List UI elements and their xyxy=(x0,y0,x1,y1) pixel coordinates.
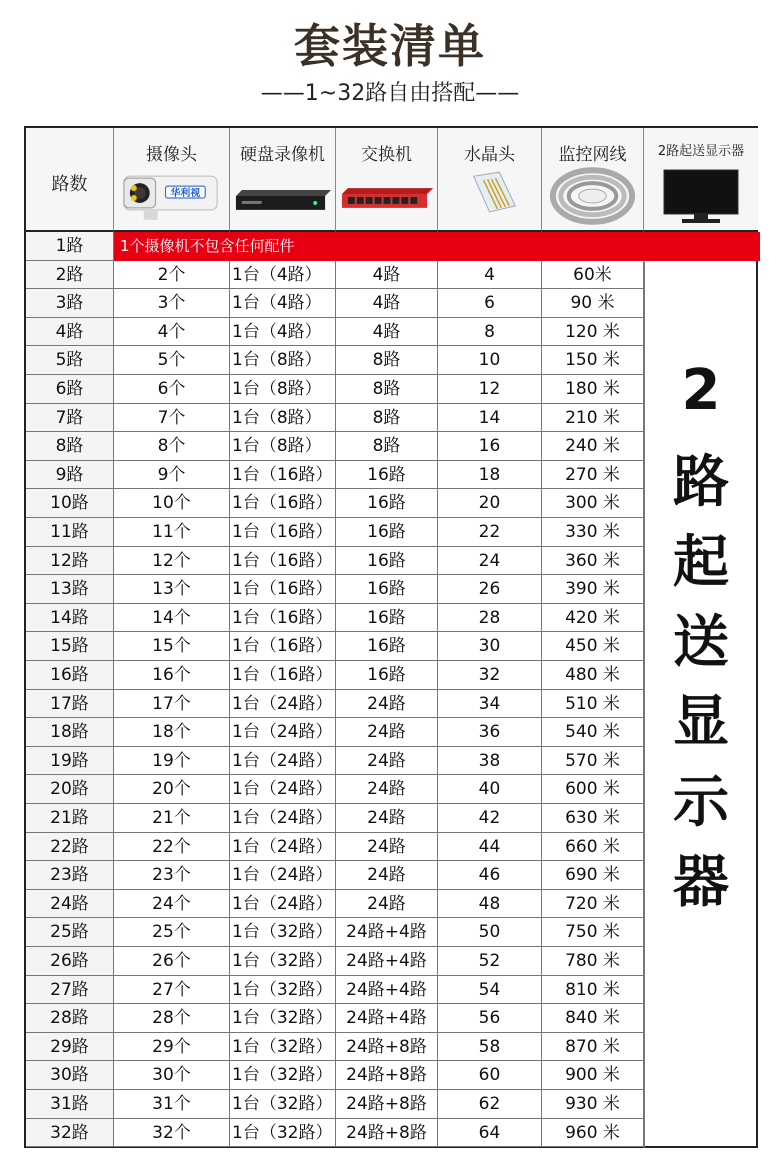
rj45-cell: 60 xyxy=(438,1061,542,1090)
route-cell: 1路 xyxy=(26,232,114,261)
cable-cell: 270 米 xyxy=(542,461,644,490)
nvr-cell: 1台（16路） xyxy=(230,461,336,490)
route-cell: 9路 xyxy=(26,461,114,490)
rj45-cell: 54 xyxy=(438,976,542,1005)
rj45-cell: 50 xyxy=(438,918,542,947)
switch-cell: 8路 xyxy=(336,346,438,375)
table-row xyxy=(26,1061,644,1090)
cable-cell: 300 米 xyxy=(542,489,644,518)
table-row xyxy=(26,404,644,433)
camera-count-cell: 12个 xyxy=(114,547,230,576)
cable-cell: 420 米 xyxy=(542,604,644,633)
rj45-cell: 26 xyxy=(438,575,542,604)
rj45-cell: 36 xyxy=(438,718,542,747)
cable-cell: 900 米 xyxy=(542,1061,644,1090)
rj45-cell: 20 xyxy=(438,489,542,518)
camera-count-cell: 27个 xyxy=(114,976,230,1005)
table-row xyxy=(26,346,644,375)
route-cell: 11路 xyxy=(26,518,114,547)
camera-count-cell: 15个 xyxy=(114,632,230,661)
camera-count-cell: 6个 xyxy=(114,375,230,404)
cable-cell: 60米 xyxy=(542,261,644,290)
rj45-cell: 6 xyxy=(438,289,542,318)
table-row xyxy=(26,833,644,862)
switch-image xyxy=(336,166,437,226)
cable-cell: 930 米 xyxy=(542,1090,644,1119)
route-cell: 14路 xyxy=(26,604,114,633)
switch-cell: 4路 xyxy=(336,289,438,318)
nvr-cell: 1台（8路） xyxy=(230,404,336,433)
nvr-cell: 1台（24路） xyxy=(230,804,336,833)
switch-cell: 4路 xyxy=(336,261,438,290)
camera-count-cell: 20个 xyxy=(114,775,230,804)
rj45-cell: 30 xyxy=(438,632,542,661)
camera-count-cell: 3个 xyxy=(114,289,230,318)
route-cell: 17路 xyxy=(26,690,114,719)
cable-cell: 450 米 xyxy=(542,632,644,661)
camera-count-cell: 17个 xyxy=(114,690,230,719)
cable-cell: 690 米 xyxy=(542,861,644,890)
cable-cell: 390 米 xyxy=(542,575,644,604)
switch-cell: 24路+4路 xyxy=(336,976,438,1005)
nvr-cell: 1台（4路） xyxy=(230,318,336,347)
route-cell: 15路 xyxy=(26,632,114,661)
switch-cell: 24路+8路 xyxy=(336,1090,438,1119)
rj45-cell: 18 xyxy=(438,461,542,490)
nvr-cell: 1台（32路） xyxy=(230,918,336,947)
page-title: 套装清单 xyxy=(294,19,486,73)
switch-cell: 24路 xyxy=(336,775,438,804)
header-nvr xyxy=(230,128,336,232)
route-cell: 22路 xyxy=(26,833,114,862)
switch-cell: 24路+4路 xyxy=(336,918,438,947)
rj45-cell: 32 xyxy=(438,661,542,690)
camera-count-cell: 14个 xyxy=(114,604,230,633)
rj45-cell: 46 xyxy=(438,861,542,890)
table-row xyxy=(26,547,644,576)
switch-cell: 24路 xyxy=(336,833,438,862)
nvr-cell: 1台（8路） xyxy=(230,375,336,404)
switch-cell: 16路 xyxy=(336,547,438,576)
route-cell: 18路 xyxy=(26,718,114,747)
nvr-cell: 1台（32路） xyxy=(230,947,336,976)
camera-count-cell: 16个 xyxy=(114,661,230,690)
header-camera xyxy=(114,128,230,232)
rj45-cell: 24 xyxy=(438,547,542,576)
table-row xyxy=(26,461,644,490)
cable-cell: 570 米 xyxy=(542,747,644,776)
cable-cell: 240 米 xyxy=(542,432,644,461)
table-row xyxy=(26,232,758,261)
cable-cell: 180 米 xyxy=(542,375,644,404)
table-row xyxy=(26,661,644,690)
header-nvr-label: 硬盘录像机 xyxy=(240,145,325,165)
nvr-cell: 1台（24路） xyxy=(230,833,336,862)
rj45-cell: 58 xyxy=(438,1033,542,1062)
route-cell: 7路 xyxy=(26,404,114,433)
rj45-cell: 38 xyxy=(438,747,542,776)
rj45-cell: 64 xyxy=(438,1119,542,1148)
switch-cell: 8路 xyxy=(336,404,438,433)
rj45-cell: 4 xyxy=(438,261,542,290)
switch-cell: 24路 xyxy=(336,861,438,890)
camera-count-cell: 4个 xyxy=(114,318,230,347)
cable-cell: 120 米 xyxy=(542,318,644,347)
cable-cell: 480 米 xyxy=(542,661,644,690)
table-row xyxy=(26,947,644,976)
camera-count-cell: 7个 xyxy=(114,404,230,433)
nvr-cell: 1台（24路） xyxy=(230,861,336,890)
route-cell: 26路 xyxy=(26,947,114,976)
switch-cell: 8路 xyxy=(336,432,438,461)
table-row xyxy=(26,1119,644,1148)
table-row xyxy=(26,718,644,747)
switch-cell: 24路+4路 xyxy=(336,1004,438,1033)
camera-brand-text: 华利视 xyxy=(170,188,201,199)
rj45-image xyxy=(438,166,541,226)
nvr-cell: 1台（4路） xyxy=(230,289,336,318)
rj45-cell: 16 xyxy=(438,432,542,461)
camera-count-cell: 29个 xyxy=(114,1033,230,1062)
route-cell: 27路 xyxy=(26,976,114,1005)
camera-count-cell: 25个 xyxy=(114,918,230,947)
route-cell: 28路 xyxy=(26,1004,114,1033)
table-row xyxy=(26,432,644,461)
route-cell: 19路 xyxy=(26,747,114,776)
nvr-cell: 1台（24路） xyxy=(230,775,336,804)
route-cell: 23路 xyxy=(26,861,114,890)
table-row xyxy=(26,1090,644,1119)
table-row xyxy=(26,632,644,661)
cable-cell: 330 米 xyxy=(542,518,644,547)
header-monitor xyxy=(644,128,758,232)
route-cell: 4路 xyxy=(26,318,114,347)
table-row xyxy=(26,747,644,776)
table-row xyxy=(26,518,644,547)
cable-cell: 780 米 xyxy=(542,947,644,976)
rj45-cell: 12 xyxy=(438,375,542,404)
switch-cell: 24路 xyxy=(336,804,438,833)
header-routes xyxy=(26,128,114,232)
switch-cell: 24路+4路 xyxy=(336,947,438,976)
first-row-note: 1个摄像机不包含任何配件 xyxy=(114,232,760,261)
camera-count-cell: 19个 xyxy=(114,747,230,776)
table-row xyxy=(26,489,644,518)
cable-cell: 360 米 xyxy=(542,547,644,576)
header-cable-label: 监控网线 xyxy=(558,145,627,165)
camera-count-cell: 30个 xyxy=(114,1061,230,1090)
table-row xyxy=(26,861,644,890)
camera-count-cell: 18个 xyxy=(114,718,230,747)
table-row xyxy=(26,976,644,1005)
table-row xyxy=(26,804,644,833)
nvr-cell: 1台（8路） xyxy=(230,432,336,461)
route-cell: 13路 xyxy=(26,575,114,604)
camera-count-cell: 11个 xyxy=(114,518,230,547)
cable-cell: 150 米 xyxy=(542,346,644,375)
cable-cell: 630 米 xyxy=(542,804,644,833)
switch-cell: 8路 xyxy=(336,375,438,404)
nvr-cell: 1台（16路） xyxy=(230,547,336,576)
route-cell: 29路 xyxy=(26,1033,114,1062)
route-cell: 16路 xyxy=(26,661,114,690)
header-switch-label: 交换机 xyxy=(361,145,412,165)
route-cell: 10路 xyxy=(26,489,114,518)
nvr-cell: 1台（16路） xyxy=(230,632,336,661)
page-subtitle: ——1~32路自由搭配—— xyxy=(260,81,520,106)
monitor-note-char: 器 xyxy=(673,850,729,915)
nvr-cell: 1台（24路） xyxy=(230,718,336,747)
route-cell: 12路 xyxy=(26,547,114,576)
rj45-cell: 40 xyxy=(438,775,542,804)
cable-cell: 720 米 xyxy=(542,890,644,919)
header-routes-label: 路数 xyxy=(51,174,88,195)
cable-cell: 90 米 xyxy=(542,289,644,318)
cable-cell: 750 米 xyxy=(542,918,644,947)
nvr-cell: 1台（16路） xyxy=(230,489,336,518)
camera-count-cell: 8个 xyxy=(114,432,230,461)
header-switch xyxy=(336,128,438,232)
camera-count-cell: 21个 xyxy=(114,804,230,833)
nvr-cell: 1台（16路） xyxy=(230,604,336,633)
camera-count-cell: 22个 xyxy=(114,833,230,862)
route-cell: 30路 xyxy=(26,1061,114,1090)
cable-cell: 210 米 xyxy=(542,404,644,433)
cable-cell: 510 米 xyxy=(542,690,644,719)
table-row xyxy=(26,775,644,804)
table-row xyxy=(26,690,644,719)
nvr-cell: 1台（32路） xyxy=(230,1119,336,1148)
header-rj45 xyxy=(438,128,542,232)
monitor-note-char: 路 xyxy=(673,450,729,515)
cable-cell: 960 米 xyxy=(542,1119,644,1148)
monitor-image xyxy=(644,166,758,226)
table-row xyxy=(26,604,644,633)
camera-count-cell: 13个 xyxy=(114,575,230,604)
cable-cell: 540 米 xyxy=(542,718,644,747)
switch-cell: 24路 xyxy=(336,747,438,776)
monitor-note-char: 起 xyxy=(673,530,729,595)
rj45-cell: 22 xyxy=(438,518,542,547)
monitor-note-char: 送 xyxy=(673,610,729,675)
rj45-cell: 48 xyxy=(438,890,542,919)
rj45-cell: 14 xyxy=(438,404,542,433)
nvr-cell: 1台（16路） xyxy=(230,575,336,604)
nvr-cell: 1台（16路） xyxy=(230,518,336,547)
route-cell: 25路 xyxy=(26,918,114,947)
cable-cell: 810 米 xyxy=(542,976,644,1005)
rj45-cell: 34 xyxy=(438,690,542,719)
cable-cell: 870 米 xyxy=(542,1033,644,1062)
camera-count-cell: 23个 xyxy=(114,861,230,890)
switch-cell: 16路 xyxy=(336,518,438,547)
switch-cell: 24路 xyxy=(336,890,438,919)
route-cell: 20路 xyxy=(26,775,114,804)
nvr-cell: 1台（16路） xyxy=(230,661,336,690)
nvr-cell: 1台（32路） xyxy=(230,1033,336,1062)
nvr-cell: 1台（32路） xyxy=(230,1004,336,1033)
route-cell: 24路 xyxy=(26,890,114,919)
nvr-cell: 1台（8路） xyxy=(230,346,336,375)
rj45-cell: 52 xyxy=(438,947,542,976)
rj45-cell: 8 xyxy=(438,318,542,347)
cable-image xyxy=(542,166,643,226)
route-cell: 21路 xyxy=(26,804,114,833)
table-row xyxy=(26,890,644,919)
rj45-cell: 42 xyxy=(438,804,542,833)
route-cell: 31路 xyxy=(26,1090,114,1119)
monitor-note xyxy=(644,262,758,1148)
switch-cell: 16路 xyxy=(336,461,438,490)
table-row xyxy=(26,289,644,318)
rj45-cell: 10 xyxy=(438,346,542,375)
camera-count-cell: 28个 xyxy=(114,1004,230,1033)
route-cell: 6路 xyxy=(26,375,114,404)
rj45-cell: 62 xyxy=(438,1090,542,1119)
cable-cell: 840 米 xyxy=(542,1004,644,1033)
rj45-cell: 56 xyxy=(438,1004,542,1033)
camera-count-cell: 2个 xyxy=(114,261,230,290)
table-row xyxy=(26,318,644,347)
route-cell: 3路 xyxy=(26,289,114,318)
table-row xyxy=(26,261,644,290)
switch-cell: 16路 xyxy=(336,604,438,633)
table-row xyxy=(26,918,644,947)
nvr-cell: 1台（32路） xyxy=(230,1061,336,1090)
cable-cell: 600 米 xyxy=(542,775,644,804)
rj45-cell: 44 xyxy=(438,833,542,862)
table-row xyxy=(26,1033,644,1062)
package-table xyxy=(24,126,758,1148)
nvr-image xyxy=(230,166,335,226)
header-monitor-label: 2路起送显示器 xyxy=(657,144,745,159)
camera-count-cell: 31个 xyxy=(114,1090,230,1119)
switch-cell: 16路 xyxy=(336,489,438,518)
camera-count-cell: 9个 xyxy=(114,461,230,490)
nvr-cell: 1台（24路） xyxy=(230,890,336,919)
table-row xyxy=(26,575,644,604)
nvr-cell: 1台（24路） xyxy=(230,690,336,719)
route-cell: 8路 xyxy=(26,432,114,461)
switch-cell: 16路 xyxy=(336,661,438,690)
rj45-cell: 28 xyxy=(438,604,542,633)
camera-image xyxy=(114,166,229,226)
switch-cell: 24路+8路 xyxy=(336,1061,438,1090)
route-cell: 2路 xyxy=(26,261,114,290)
camera-count-cell: 10个 xyxy=(114,489,230,518)
nvr-cell: 1台（32路） xyxy=(230,1090,336,1119)
cable-cell: 660 米 xyxy=(542,833,644,862)
monitor-note-char: 显 xyxy=(673,690,729,755)
nvr-cell: 1台（24路） xyxy=(230,747,336,776)
header-rj45-label: 水晶头 xyxy=(464,145,515,165)
header-cable xyxy=(542,128,644,232)
monitor-note-char: 2 xyxy=(681,358,721,423)
switch-cell: 4路 xyxy=(336,318,438,347)
switch-cell: 24路 xyxy=(336,718,438,747)
nvr-cell: 1台（4路） xyxy=(230,261,336,290)
monitor-note-char: 示 xyxy=(673,770,729,835)
switch-cell: 16路 xyxy=(336,632,438,661)
switch-cell: 24路+8路 xyxy=(336,1119,438,1148)
table-row xyxy=(26,1004,644,1033)
route-cell: 32路 xyxy=(26,1119,114,1148)
route-cell: 5路 xyxy=(26,346,114,375)
switch-cell: 16路 xyxy=(336,575,438,604)
camera-count-cell: 5个 xyxy=(114,346,230,375)
camera-count-cell: 24个 xyxy=(114,890,230,919)
switch-cell: 24路 xyxy=(336,690,438,719)
switch-cell: 24路+8路 xyxy=(336,1033,438,1062)
header-camera-label: 摄像头 xyxy=(146,145,197,165)
nvr-cell: 1台（32路） xyxy=(230,976,336,1005)
camera-count-cell: 26个 xyxy=(114,947,230,976)
table-row xyxy=(26,375,644,404)
camera-count-cell: 32个 xyxy=(114,1119,230,1148)
